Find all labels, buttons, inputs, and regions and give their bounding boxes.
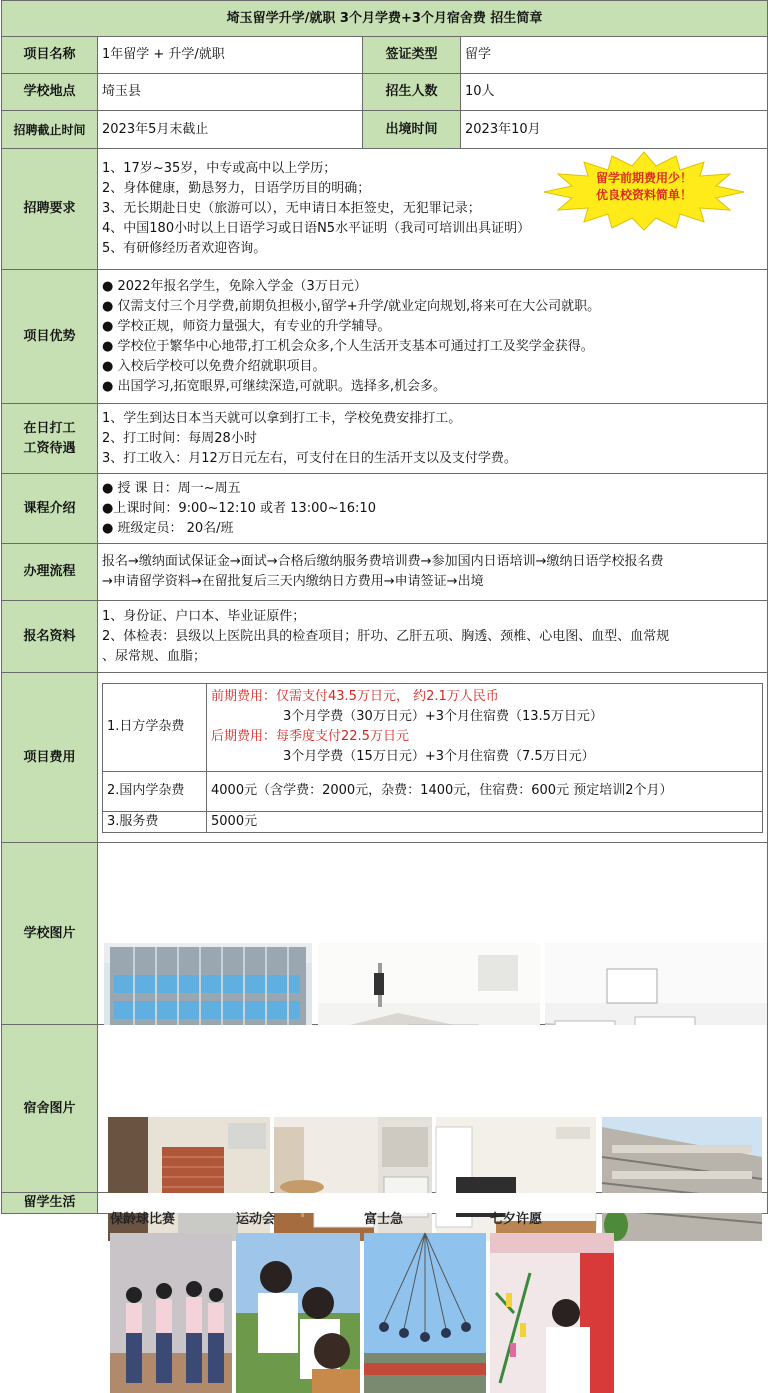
bowling-photo <box>110 1233 232 1393</box>
life-caption: 七夕许愿 <box>490 1212 543 1227</box>
page-title: 埼玉留学升学/就职 3个月学费+3个月宿舍费 招生简章 <box>2 1 768 37</box>
service-fee-label: 3.服务费 <box>103 811 207 832</box>
jp-late-detail: 3个月学费（15万日元）+3个月住宿费（7.5万日元） <box>283 749 595 764</box>
service-fee-value: 5000元 <box>207 811 763 832</box>
fees-table <box>102 683 763 833</box>
jp-early-detail: 3个月学费（30万日元）+3个月住宿费（13.5万日元） <box>283 709 603 724</box>
document-item: 2、体检表：县级以上医院出具的检查项目；肝功、乙肝五项、胸透、颈椎、心电图、血型、血常规 <box>102 628 670 644</box>
fuji-q-photo <box>364 1233 486 1393</box>
work-label <box>2 404 98 474</box>
advantages-list <box>98 270 768 404</box>
life-label: 留学生活 <box>2 1193 98 1214</box>
quota-value: 10人 <box>461 74 768 111</box>
document-item: 1、身份证、户口本、毕业证原件； <box>102 608 306 624</box>
advantage-item: ● 入校后学校可以免费介绍就职项目。 <box>102 358 326 374</box>
process-flow <box>98 544 768 601</box>
requirement-item: 3、无长期赴日史（旅游可以），无申请日本拒签史，无犯罪记录； <box>102 201 481 216</box>
advantage-item: ● 仅需支付三个月学费,前期负担极小,留学+升学/就业定向规划,将来可在大公司就职。 <box>102 298 601 314</box>
life-caption: 富士急 <box>364 1212 404 1227</box>
documents-label: 报名资料 <box>2 601 98 673</box>
course-item: ● 授 课 日：周一~周五 <box>102 480 241 496</box>
promo-badge-line: 留学前期费用少！ <box>595 171 692 185</box>
requirement-item: 5、有研修经历者欢迎咨询。 <box>102 241 267 256</box>
promo-badge-line: 优良校资料简单！ <box>595 188 692 202</box>
work-item: 3、打工收入：月12万日元左右，可支付在日的生活开支以及支付学费。 <box>102 450 517 466</box>
course-label: 课程介绍 <box>2 474 98 544</box>
work-item: 2、打工时间：每周28小时 <box>102 430 257 446</box>
dorm-photos-label: 宿舍图片 <box>2 1025 98 1193</box>
jp-fee-detail <box>207 683 763 771</box>
jp-early-fee: 前期费用：仅需支付43.5万日元， 约2.1万人民币 <box>211 689 499 704</box>
departure-value: 2023年10月 <box>461 111 768 149</box>
jp-late-fee: 后期费用：每季度支付22.5万日元 <box>211 729 409 744</box>
school-photos-label: 学校图片 <box>2 843 98 1025</box>
dorm-room-photo <box>274 1117 432 1241</box>
work-label-line: 在日打工 <box>23 420 76 436</box>
requirement-item: 2、身体健康，勤恳努力，日语学历目的明确； <box>102 181 371 196</box>
course-list <box>98 474 768 544</box>
advantage-item: ● 出国学习,拓宽眼界,可继续深造,可就职。选择多,机会多。 <box>102 378 447 394</box>
course-item: ●上课时间：9:00~12:10 或者 13:00~16:10 <box>102 500 376 516</box>
course-item: ● 班级定员： 20名/班 <box>102 520 234 536</box>
visa-label: 签证类型 <box>363 37 461 74</box>
work-item: 1、学生到达日本当天就可以拿到打工卡，学校免费安排打工。 <box>102 410 462 426</box>
advantages-label: 项目优势 <box>2 270 98 404</box>
documents-list <box>98 601 768 673</box>
project-name-value: 1年留学 + 升学/就职 <box>98 37 363 74</box>
advantage-item: ● 学校正规，师资力量强大，有专业的升学辅导。 <box>102 318 391 334</box>
cn-fee-label: 2.国内学杂费 <box>103 771 207 811</box>
visa-value: 留学 <box>461 37 768 74</box>
advantage-item: ● 学校位于繁华中心地带,打工机会众多,个人生活开支基本可通过打工及奖学金获得。 <box>102 338 594 354</box>
deadline-value: 2023年5月末截止 <box>98 111 363 149</box>
life-photos <box>98 1193 768 1227</box>
promo-badge <box>544 152 744 230</box>
life-caption: 运动会 <box>236 1212 276 1227</box>
fees-table-cell <box>98 673 768 843</box>
school-photos <box>98 843 768 1025</box>
promo-badge-text <box>544 170 744 204</box>
deadline-label: 招聘截止时间 <box>2 111 98 149</box>
process-label: 办理流程 <box>2 544 98 601</box>
tanabata-photo <box>490 1233 614 1393</box>
work-label-line: 工资待遇 <box>23 440 76 456</box>
location-value: 埼玉县 <box>98 74 363 111</box>
work-list <box>98 404 768 474</box>
process-line: →申请留学资料→在留批复后三天内缴纳日方费用→申请签证→出境 <box>102 574 484 589</box>
process-line: 报名→缴纳面试保证金→面试→合格后缴纳服务费培训费→参加国内日语培训→缴纳日语学校报名费 <box>102 554 664 569</box>
document-item: 、尿常规、血脂； <box>102 648 207 664</box>
sports-day-photo <box>236 1233 360 1393</box>
cn-fee-value: 4000元（含学费：2000元，杂费：1400元，住宿费：600元 预定培训2个月） <box>207 771 763 811</box>
requirements-label: 招聘要求 <box>2 149 98 270</box>
fees-label: 项目费用 <box>2 673 98 843</box>
advantage-item: ● 2022年报名学生，免除入学金（3万日元） <box>102 278 367 294</box>
quota-label: 招生人数 <box>363 74 461 111</box>
dorm-building-photo <box>602 1117 762 1241</box>
requirement-item: 1、17岁~35岁，中专或高中以上学历； <box>102 161 337 176</box>
project-name-label: 项目名称 <box>2 37 98 74</box>
jp-fee-label: 1.日方学杂费 <box>103 683 207 771</box>
departure-label: 出境时间 <box>363 111 461 149</box>
requirement-item: 4、中国180小时以上日语学习或日语N5水平证明（我司可培训出具证明） <box>102 221 531 236</box>
life-caption: 保龄球比赛 <box>110 1212 176 1227</box>
location-label: 学校地点 <box>2 74 98 111</box>
dorm-photos <box>98 1025 768 1193</box>
